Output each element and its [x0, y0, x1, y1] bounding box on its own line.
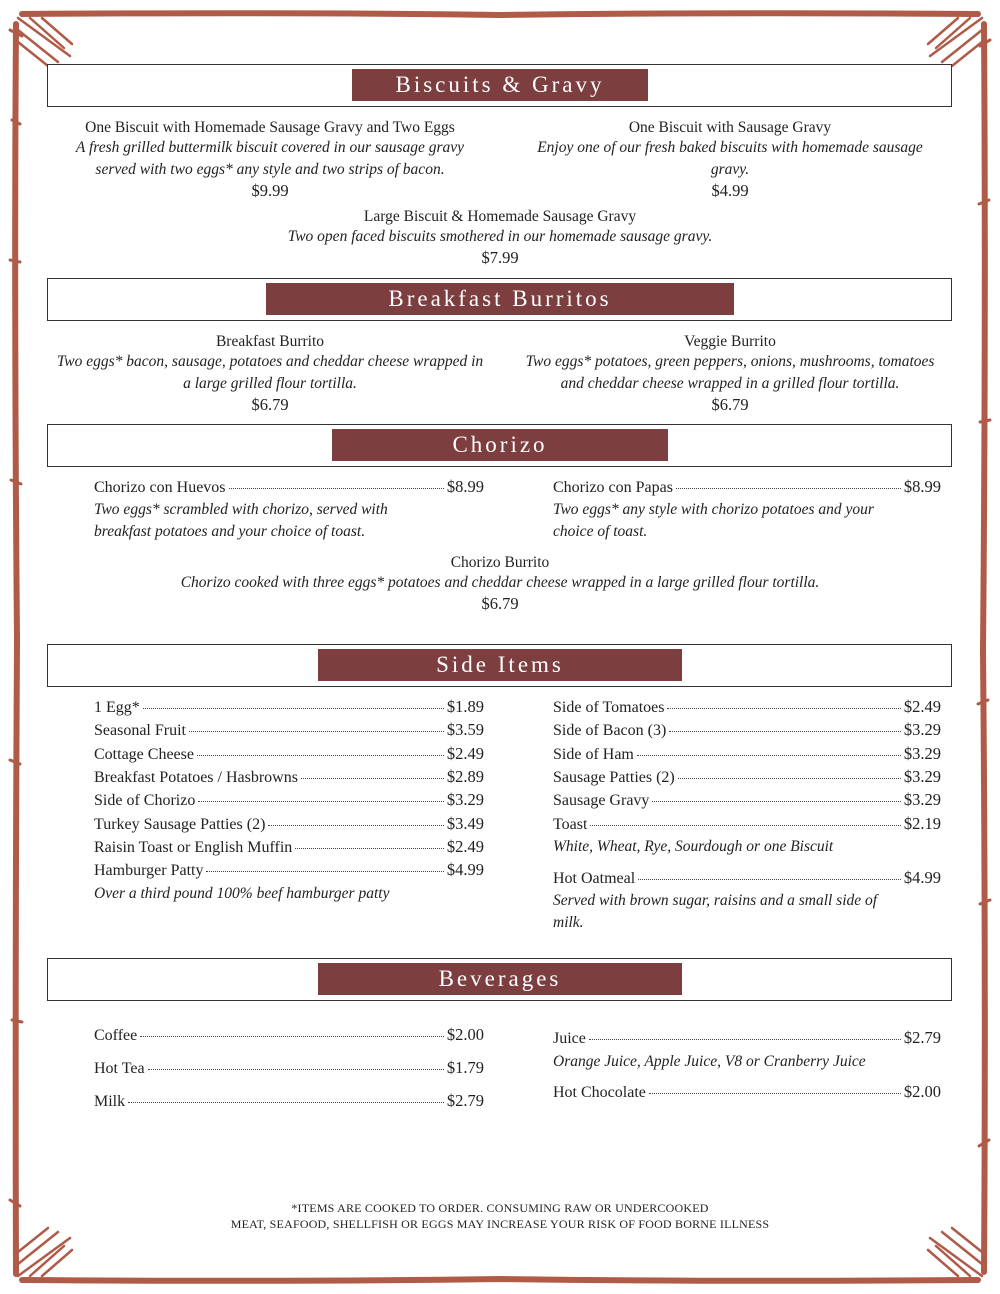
item-description: A fresh grilled buttermilk biscuit covered in our sausage gravy — [75, 139, 465, 156]
item-price: $6.79 — [481, 594, 519, 613]
item-price: $3.29 — [903, 767, 941, 786]
item-price: $3.29 — [903, 720, 941, 739]
menu-item-chorizo-papas — [553, 477, 941, 499]
item-description: served with two eggs* any style and two strips of bacon. — [95, 161, 445, 178]
dot-leader — [198, 801, 444, 802]
menu-item-veggie-burrito — [510, 333, 950, 415]
item-price: $2.79 — [903, 1028, 941, 1047]
item-price: $3.29 — [903, 744, 941, 763]
side-item — [94, 720, 484, 742]
item-name: Hot Chocolate — [553, 1084, 646, 1101]
item-name: Milk — [94, 1093, 126, 1110]
item-name: Side of Bacon (3) — [553, 722, 667, 739]
corner-top-left — [18, 18, 72, 66]
item-title: Breakfast Burrito — [215, 333, 325, 350]
description-line: Two eggs* scrambled with chorizo, served with — [94, 501, 388, 518]
item-price: $3.29 — [903, 790, 941, 809]
dot-leader — [197, 755, 444, 756]
menu-item-chorizo-burrito — [100, 554, 900, 614]
description-line: choice of toast. — [553, 523, 648, 540]
dot-leader — [301, 778, 444, 779]
item-description: Enjoy one of our fresh baked biscuits with homemade sausage — [537, 139, 923, 156]
item-price: $2.49 — [446, 744, 484, 763]
item-name: Cottage Cheese — [94, 746, 194, 763]
beverage-item-hot-chocolate — [553, 1082, 941, 1104]
disclaimer-line: MEAT, SEAFOOD, SHELLFISH OR EGGS MAY INCREASE YOUR RISK OF FOOD BORNE ILLNESS — [230, 1217, 770, 1231]
description-line: Two eggs* any style with chorizo potatoes and your — [553, 501, 874, 518]
dot-leader — [649, 1093, 901, 1094]
dot-leader — [589, 1039, 901, 1040]
item-title: Chorizo Burrito — [450, 554, 550, 571]
item-description — [553, 499, 953, 543]
item-description: gravy. — [710, 161, 750, 178]
item-price: $3.49 — [446, 814, 484, 833]
dot-leader — [295, 848, 444, 849]
item-price: $2.79 — [446, 1091, 484, 1110]
dot-leader — [637, 755, 901, 756]
menu-item-large-biscuit — [200, 208, 800, 268]
item-name: Sausage Patties (2) — [553, 769, 675, 786]
dot-leader — [652, 801, 900, 802]
item-name: 1 Egg* — [94, 699, 140, 716]
food-safety-disclaimer — [0, 1200, 1000, 1232]
item-price: $2.00 — [903, 1082, 941, 1101]
item-name: Chorizo con Papas — [553, 479, 673, 496]
item-name: Hot Oatmeal — [553, 870, 636, 887]
corner-top-right — [928, 18, 982, 66]
side-item — [553, 767, 941, 789]
item-name: Toast — [553, 816, 588, 833]
item-price: $3.29 — [446, 790, 484, 809]
item-price: $6.79 — [711, 395, 749, 414]
dot-leader — [140, 1036, 444, 1037]
dot-leader — [268, 825, 443, 826]
side-item — [553, 697, 941, 719]
item-name: Side of Tomatoes — [553, 699, 665, 716]
description-line: breakfast potatoes and your choice of toast. — [94, 523, 366, 540]
item-price: $2.49 — [903, 697, 941, 716]
item-price: $4.99 — [446, 860, 484, 879]
section-heading-beverages: Beverages — [318, 963, 682, 995]
item-title: One Biscuit with Sausage Gravy — [628, 119, 832, 136]
side-item — [94, 860, 484, 882]
item-price: $3.59 — [446, 720, 484, 739]
item-description: White, Wheat, Rye, Sourdough or one Biscuit — [553, 838, 834, 855]
item-description: Two eggs* potatoes, green peppers, onions, mushrooms, tomatoes — [525, 353, 935, 370]
beverage-item-juice — [553, 1028, 941, 1050]
item-price: $4.99 — [711, 181, 749, 200]
item-name: Side of Chorizo — [94, 792, 196, 809]
dot-leader — [128, 1102, 444, 1103]
item-description: Chorizo cooked with three eggs* potatoes and cheddar cheese wrapped in a large grilled flour tortilla. — [180, 574, 820, 591]
item-name: Turkey Sausage Patties (2) — [94, 816, 266, 833]
item-price: $7.99 — [481, 248, 519, 267]
item-price: $2.00 — [446, 1025, 484, 1044]
corner-bottom-right — [928, 1228, 982, 1276]
item-price: $8.99 — [446, 477, 484, 496]
dot-leader — [638, 879, 901, 880]
item-description — [94, 499, 494, 543]
section-heading-burritos: Breakfast Burritos — [266, 283, 734, 315]
item-name: Sausage Gravy — [553, 792, 650, 809]
menu-item-biscuit-gravy — [520, 119, 940, 201]
section-heading-sides: Side Items — [318, 649, 682, 681]
item-description: Two open faced biscuits smothered in our homemade sausage gravy. — [287, 228, 713, 245]
menu-item-chorizo-huevos — [94, 477, 484, 499]
dot-leader — [667, 708, 900, 709]
item-price: $8.99 — [903, 477, 941, 496]
dot-leader — [678, 778, 901, 779]
beverage-item — [94, 1091, 484, 1113]
disclaimer-line: *ITEMS ARE COOKED TO ORDER. CONSUMING RAW OR UNDERCOOKED — [291, 1201, 709, 1215]
item-price: $2.49 — [446, 837, 484, 856]
item-price: $2.89 — [446, 767, 484, 786]
item-name: Raisin Toast or English Muffin — [94, 839, 293, 856]
item-description: Orange Juice, Apple Juice, V8 or Cranberry Juice — [553, 1053, 866, 1070]
side-item-oatmeal — [553, 868, 941, 890]
side-item — [553, 744, 941, 766]
item-price: $1.79 — [446, 1058, 484, 1077]
item-title: Veggie Burrito — [684, 333, 776, 350]
item-price: $2.19 — [903, 814, 941, 833]
side-item — [94, 744, 484, 766]
corner-bottom-left — [18, 1228, 72, 1276]
item-name: Juice — [553, 1030, 586, 1047]
item-price: $1.89 — [446, 697, 484, 716]
item-name: Side of Ham — [553, 746, 634, 763]
item-description — [553, 890, 953, 934]
item-price: $6.79 — [251, 395, 289, 414]
side-item — [94, 767, 484, 789]
dot-leader — [229, 488, 444, 489]
dot-leader — [148, 1069, 444, 1070]
dot-leader — [189, 731, 444, 732]
side-item — [94, 697, 484, 719]
menu-item-biscuit-eggs — [50, 119, 490, 201]
dot-leader — [143, 708, 444, 709]
beverage-item — [94, 1025, 484, 1047]
description-line: Served with brown sugar, raisins and a small side of — [553, 892, 878, 909]
item-name: Chorizo con Huevos — [94, 479, 226, 496]
item-price: $4.99 — [903, 868, 941, 887]
item-description: Over a third pound 100% beef hamburger patty — [94, 885, 390, 902]
item-description: and cheddar cheese wrapped in a grilled flour tortilla. — [560, 375, 900, 392]
section-heading-biscuits: Biscuits & Gravy — [352, 69, 648, 101]
item-description: Two eggs* bacon, sausage, potatoes and cheddar cheese wrapped in — [56, 353, 484, 370]
item-name: Coffee — [94, 1027, 138, 1044]
side-item — [94, 837, 484, 859]
item-name: Seasonal Fruit — [94, 722, 186, 739]
item-description: a large grilled flour tortilla. — [183, 375, 357, 392]
item-title: One Biscuit with Homemade Sausage Gravy and Two Eggs — [85, 119, 455, 136]
item-name: Hot Tea — [94, 1060, 145, 1077]
description-line: milk. — [553, 914, 584, 931]
item-name: Hamburger Patty — [94, 862, 204, 879]
section-heading-chorizo: Chorizo — [332, 429, 668, 461]
item-title: Large Biscuit & Homemade Sausage Gravy — [363, 208, 637, 225]
side-item — [553, 814, 941, 836]
side-item — [94, 790, 484, 812]
side-item — [553, 720, 941, 742]
beverage-item — [94, 1058, 484, 1080]
dot-leader — [590, 825, 900, 826]
item-price: $9.99 — [251, 181, 289, 200]
dot-leader — [206, 871, 443, 872]
side-item — [553, 790, 941, 812]
menu-item-breakfast-burrito — [50, 333, 490, 415]
item-name: Breakfast Potatoes / Hasbrowns — [94, 769, 298, 786]
dot-leader — [669, 731, 901, 732]
side-item — [94, 814, 484, 836]
dot-leader — [676, 488, 901, 489]
